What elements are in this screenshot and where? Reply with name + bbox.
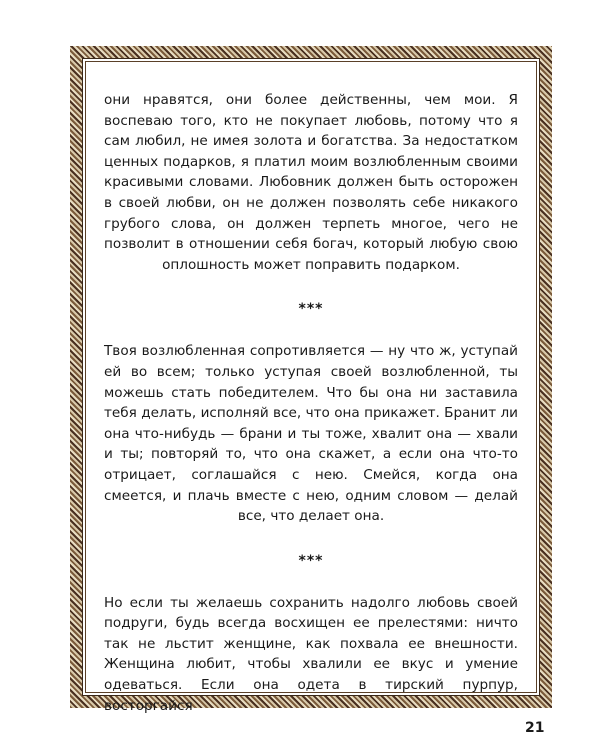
border-rule-outer xyxy=(82,58,540,714)
section-separator-2: *** xyxy=(298,552,324,569)
text-panel xyxy=(85,61,537,714)
page-number: 21 xyxy=(525,720,545,736)
paragraph-3: Но если ты желаешь сохранить надолго любовь своей подруги, будь всегда восхищен ее прелестями: ничто так не льстит женщине, как похвала ее внешности. Женщина любит, чтобы хвалили ее вкус и умение одеваться. Если она одета в тирский пурпур, восторгайся xyxy=(104,594,518,714)
paragraph-2: Твоя возлюбленная сопротивляется — ну что ж, уступай ей во всем; только уступая своей возлюбленной, ты можешь стать победителем. Что бы она ни заставила тебя делать, исполняй все, что она прикажет. Бранит ли она что-нибудь — брани и ты тоже, хвалит она — хвали и ты; повторяй то, что она скажет, а если она что-то отрицает, соглашайся с нею. Смейся, когда она смеется, и плачь вместе с нею, одним словом — делай все, что делает она. xyxy=(104,343,518,525)
paragraph-1: они нравятся, они более действенны, чем мои. Я воспеваю того, кто не покупает любовь, потому что я сам любил, не имея золота и богатства. За недостатком ценных подарков, я платил моим возлюбленным своими красивыми словами. Любовник должен быть осторожен в своей любви, он не должен позволять себе никакого грубого слова, он должен терпеть многое, чего не позволит в отношении себя богач, который любую свою оплошность может поправить подарком. xyxy=(104,92,518,273)
page-text xyxy=(104,90,518,716)
ornamental-border xyxy=(70,46,552,714)
section-separator-1: *** xyxy=(298,301,324,318)
